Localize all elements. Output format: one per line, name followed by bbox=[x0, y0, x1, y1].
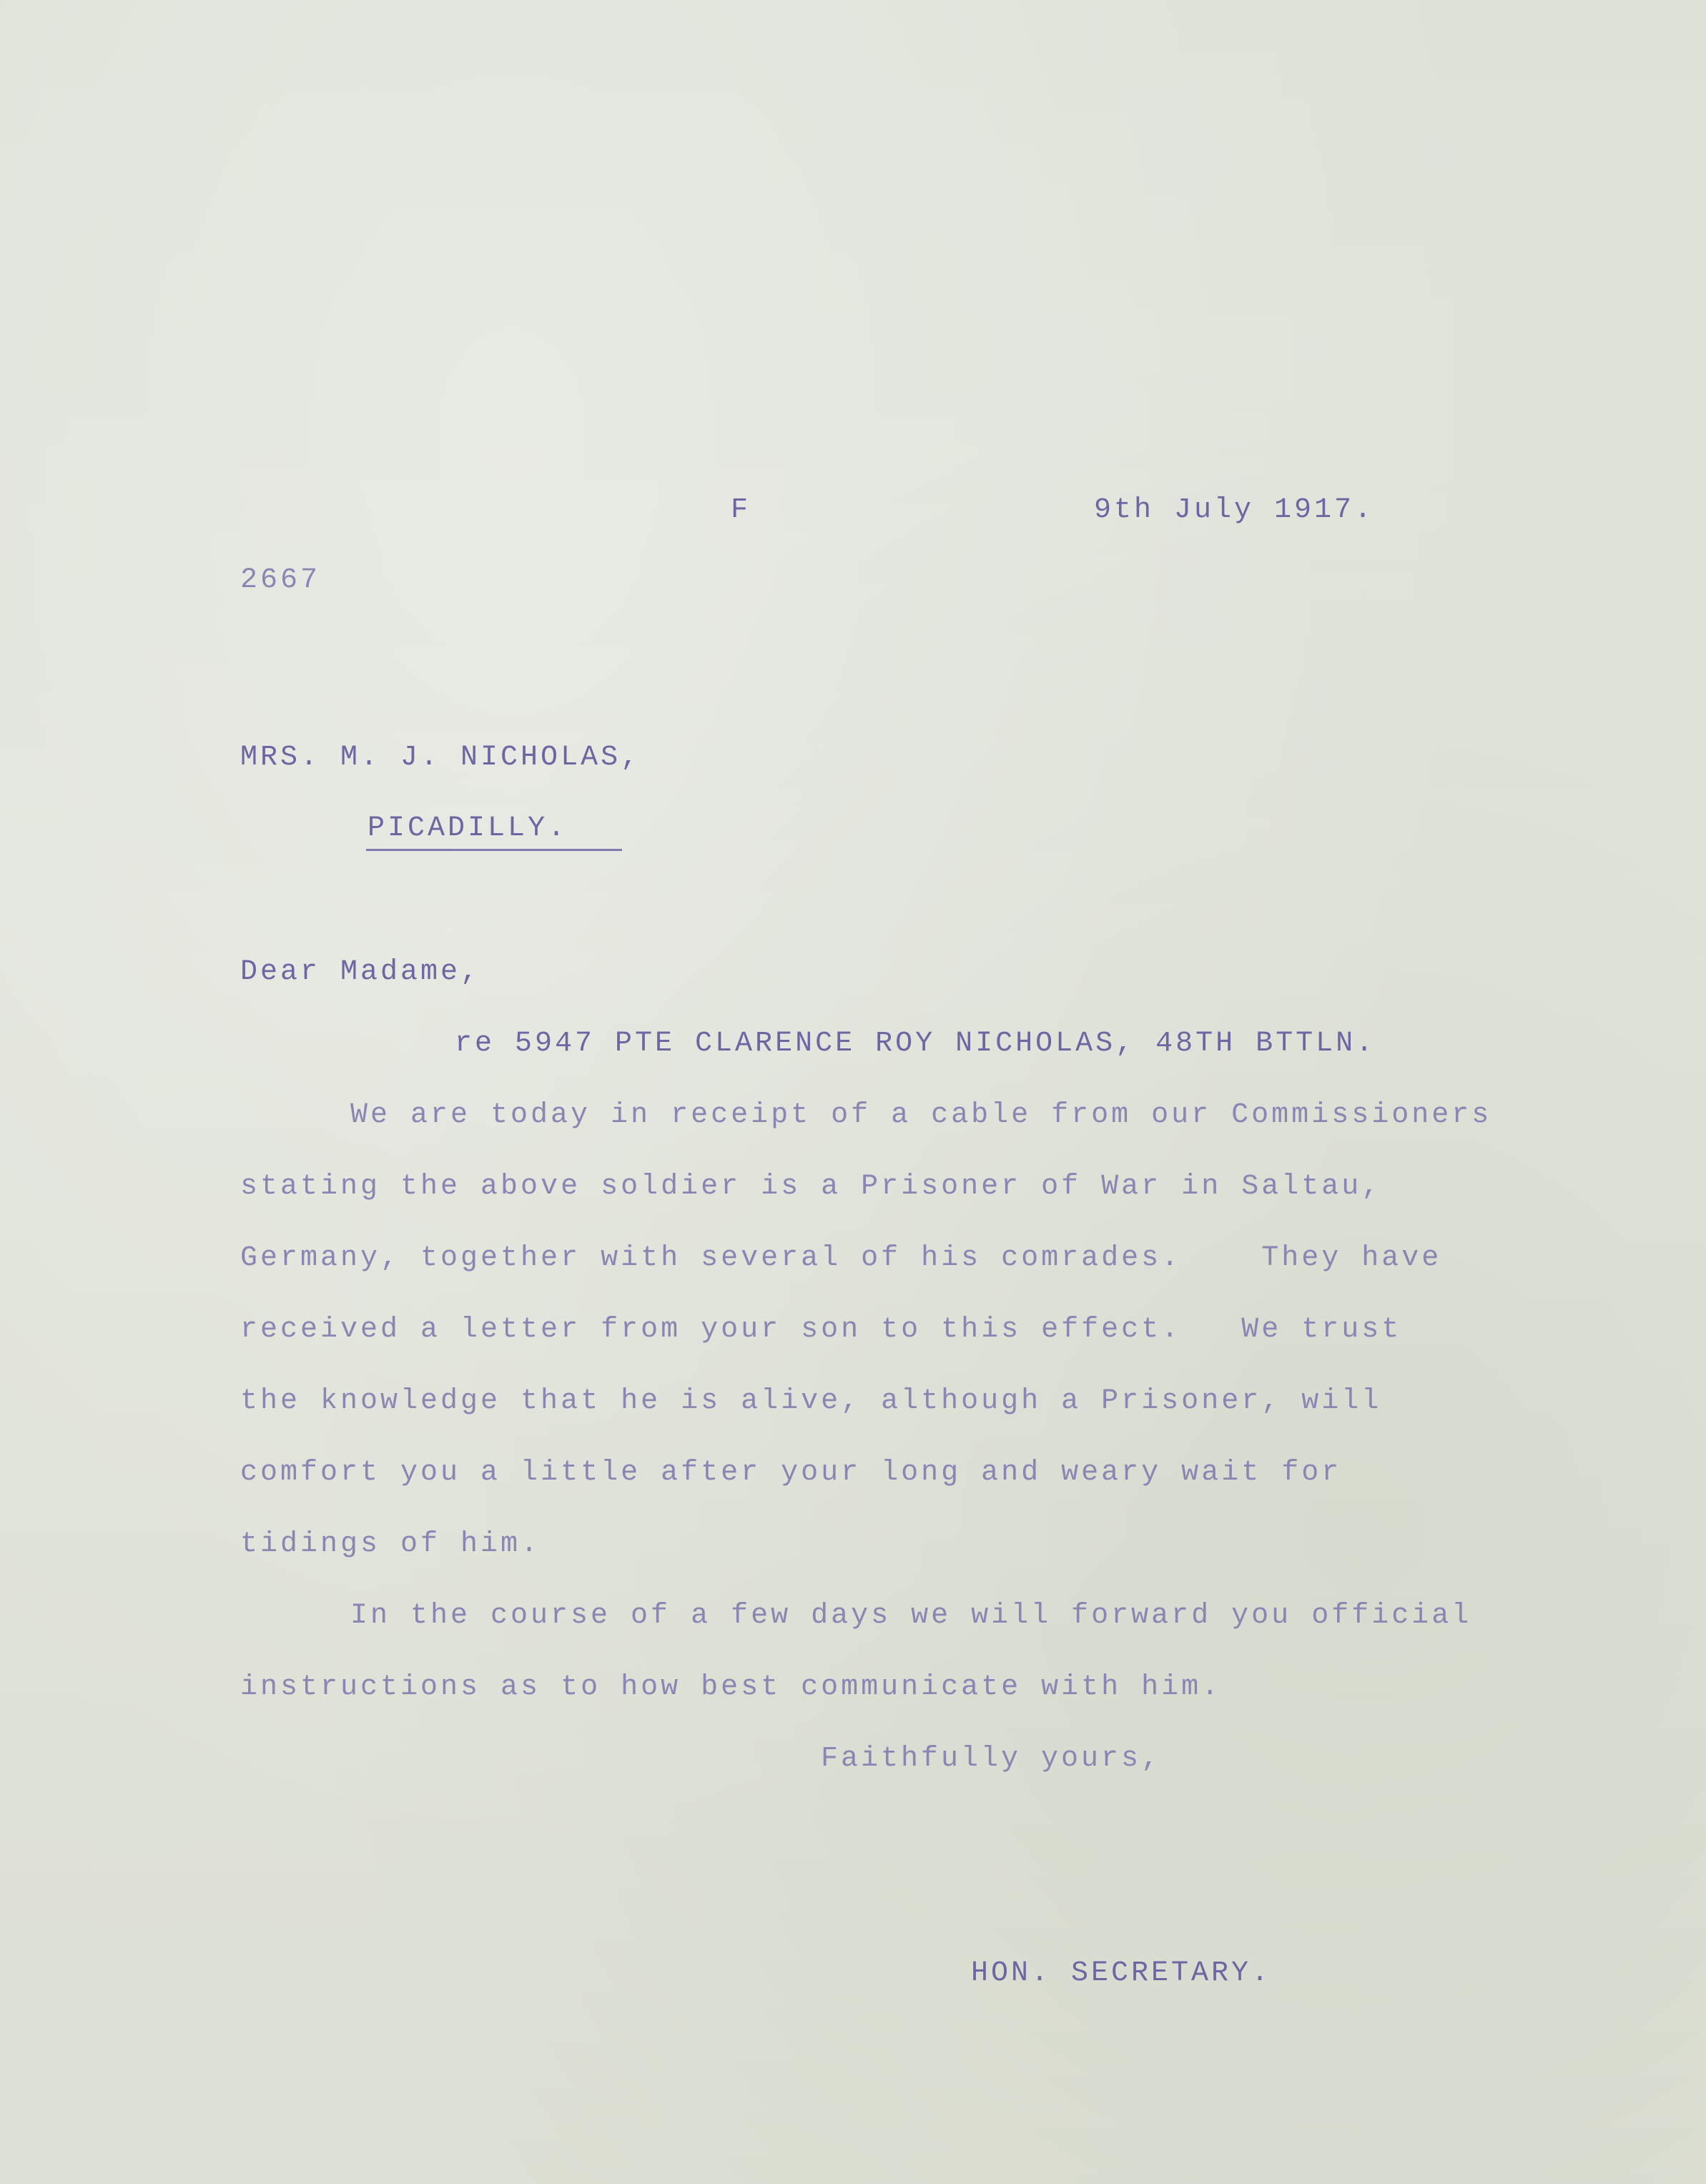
recipient-place: PICADILLY. bbox=[368, 812, 568, 845]
body-line: Germany, together with several of his comrades. They have bbox=[240, 1242, 1442, 1274]
signature-title: HON. SECRETARY. bbox=[971, 1957, 1272, 1989]
body-line: In the course of a few days we will forward you official bbox=[350, 1600, 1472, 1632]
recipient-place-underline bbox=[366, 849, 622, 851]
body-line: instructions as to how best communicate with him. bbox=[240, 1671, 1222, 1703]
file-mark: F bbox=[731, 494, 751, 526]
body-line: the knowledge that he is alive, although a Prisoner, will bbox=[240, 1385, 1382, 1417]
recipient-name: MRS. M. J. NICHOLAS, bbox=[240, 742, 641, 774]
closing: Faithfully yours, bbox=[821, 1743, 1162, 1775]
reference-number: 2667 bbox=[240, 564, 321, 596]
subject-line: re 5947 PTE CLARENCE ROY NICHOLAS, 48TH BTTLN. bbox=[455, 1028, 1376, 1060]
body-line: stating the above soldier is a Prisoner of War in Saltau, bbox=[240, 1171, 1382, 1203]
body-line: received a letter from your son to this effect. We trust bbox=[240, 1314, 1402, 1346]
letter-date: 9th July 1917. bbox=[1094, 494, 1375, 526]
body-line: comfort you a little after your long and weary wait for bbox=[240, 1457, 1342, 1489]
body-line: We are today in receipt of a cable from our Commissioners bbox=[350, 1099, 1492, 1131]
salutation: Dear Madame, bbox=[240, 956, 481, 988]
body-line: tidings of him. bbox=[240, 1528, 541, 1560]
